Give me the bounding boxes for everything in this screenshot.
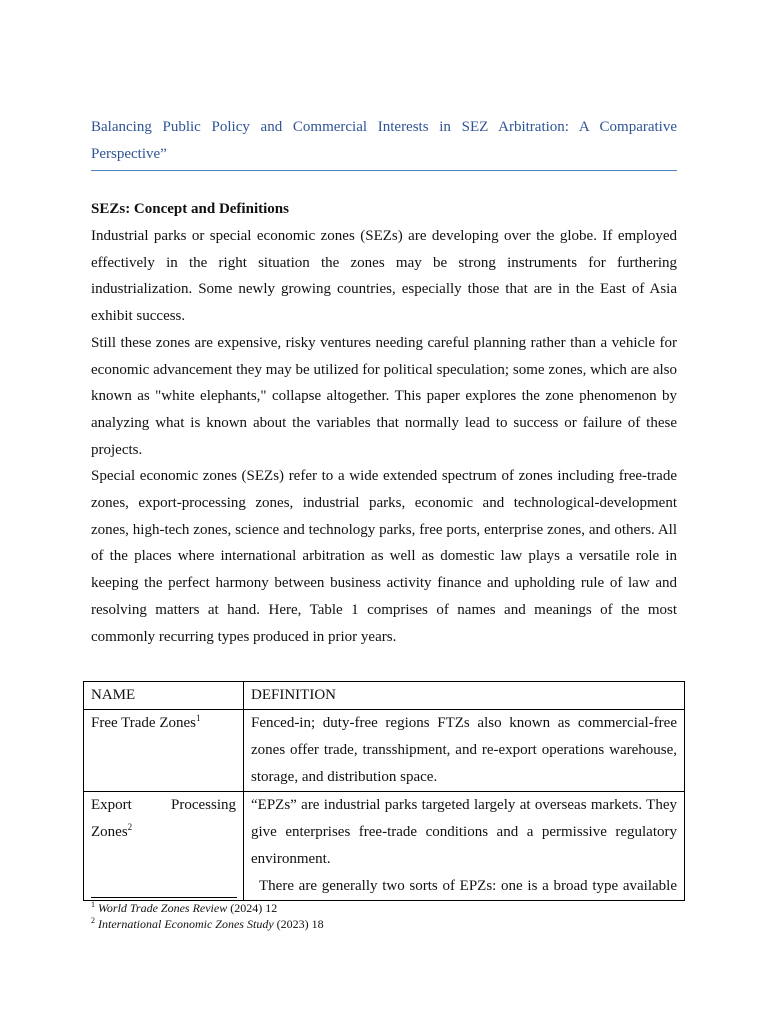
header-name: NAME (84, 682, 244, 710)
footnotes (91, 900, 324, 932)
row-name-word: Zones (91, 824, 128, 840)
table-row (84, 710, 685, 792)
footnote-divider (91, 897, 237, 898)
row-definition: Fenced-in; duty-free regions FTZs also known as commercial-free zones offer trade, transshipment, and re-export operations warehouse, storage, and distribution space. (244, 710, 685, 792)
row-definition-continued: There are generally two sorts of EPZs: one is a broad type available (259, 878, 677, 894)
definitions-table (83, 681, 685, 901)
document-body (91, 114, 677, 650)
row-name (84, 792, 244, 901)
header-definition: DEFINITION (244, 682, 685, 710)
footnote-item (91, 916, 324, 932)
row-name-word: Processing (171, 797, 236, 813)
footnote-source: International Economic Zones Study (98, 917, 274, 931)
paragraph-2: Still these zones are expensive, risky ventures needing careful planning rather than a vehicle for economic advancement they may be utilized for political speculation; some zones, which are also known as "white elephants," collapse altogether. This paper explores the zone phenomenon by analyzing what is known about the variables that normally lead to success or failure of these projects. (91, 334, 677, 458)
row-name (84, 710, 244, 792)
footnote-detail: (2023) 18 (273, 917, 324, 931)
row-name-text: Free Trade Zones (91, 715, 196, 731)
footnote-ref: 2 (127, 822, 133, 832)
footnote-number: 2 (91, 916, 95, 925)
row-name-word: Export (91, 797, 132, 813)
document-title: Balancing Public Policy and Commercial Interests in SEZ Arbitration: A Comparative Perspective” (91, 114, 677, 171)
paragraph-1: Industrial parks or special economic zones (SEZs) are developing over the globe. If employed effectively in the right situation the zones may be strong instruments for furthering industrialization. Some newly growing countries, especially those that are in the East of Asia exhibit success. (91, 228, 677, 325)
table-row (84, 792, 685, 901)
footnote-detail: (2024) 12 (227, 901, 278, 915)
footnote-item (91, 900, 324, 916)
section-heading: SEZs: Concept and Definitions (91, 201, 289, 217)
footnote-ref: 1 (196, 713, 201, 723)
footnote-source: World Trade Zones Review (98, 901, 228, 915)
paragraph-3: Special economic zones (SEZs) refer to a wide extended spectrum of zones including free-trade zones, export-processing zones, industrial parks, economic and technological-development zones, high-tech zones, science and technology parks, free ports, enterprise zones, and others. All of the places where international arbitration as well as domestic law plays a versatile role in keeping the perfect harmony between business activity finance and upholding rule of law and resolving matters at hand. Here, Table 1 comprises of names and meanings of the most commonly recurring types produced in prior years. (91, 468, 677, 645)
row-definition-text: “EPZs” are industrial parks targeted largely at overseas markets. They give enterprises free-trade conditions and a permissive regulatory environment. (251, 797, 677, 867)
table-header-row (84, 682, 685, 710)
footnote-number: 1 (91, 900, 95, 909)
row-definition (244, 792, 685, 901)
